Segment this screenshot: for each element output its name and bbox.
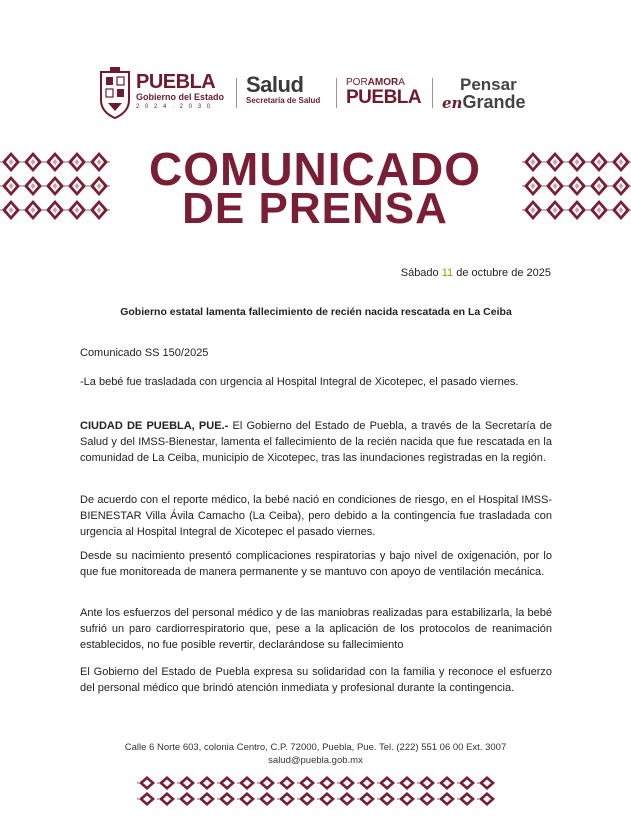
footer-email: salud@puebla.gob.mx [268,755,363,766]
salud-logo [246,74,320,106]
banner-title-line2: DE PRENSA [182,184,448,233]
amor-logo [346,78,421,107]
paragraph-4: Ante los esfuerzos del personal médico y de las maniobras realizadas para estabilizarla, la bebé sufrió un paro cardiorrespiratorio que, pese a la aplicación de los protocolos de reanimación establecidos, no fue posible revertir, declarándose su fallecimiento [80,607,552,651]
pensar-logo-top: Pensar [460,75,517,94]
footer-contact [60,741,571,767]
paragraph-2: De acuerdo con el reporte médico, la bebé nació en condiciones de riesgo, en el Hospital IMSS-BIENESTAR Villa Ávila Camacho (La Ceiba), pero debido a la contingencia fue trasladada con urgencia al Hospital Integral de Xicotepec el pasado viernes. [80,494,552,538]
date-day: 11 [441,267,454,279]
paragraph-3: Desde su nacimiento presentó complicaciones respiratorias y bajo nivel de oxigenación, por lo que fue monitoreada de manera permanente y se mantuvo con apoyo de ventilación mecánica. [80,550,552,578]
puebla-logo-subtitle: Gobierno del Estado [136,92,225,102]
lead-paragraph: -La bebé fue trasladada con urgencia al Hospital Integral de Xicotepec, el pasado viernes. [80,376,519,388]
puebla-logo [136,72,224,112]
dateline: CIUDAD DE PUEBLA, PUE.- [80,420,229,432]
document-date: Sábado 11 de octubre de 2025 [400,267,551,279]
salud-logo-title: Salud [246,72,304,97]
decorative-pattern-left [0,150,110,224]
banner-title-line1: COMUNICADO [149,143,481,195]
footer-address: Calle 6 Norte 603, colonia Centro, C.P. 72000, Puebla, Pue. Tel. (222) 551 06 00 Ext. 3007 [124,742,507,753]
puebla-logo-years: 2 0 2 4 · 2 0 3 0 [136,104,213,110]
paragraph-5: El Gobierno del Estado de Puebla expresa su solidaridad con la familia y reconoce el esfuerzo del personal médico que brindó atención inmediata y profesional durante la contingencia. [80,666,552,694]
document-headline: Gobierno estatal lamenta fallecimiento de recién nacida rescatada en La Ceiba [120,306,512,318]
paragraph-1: CIUDAD DE PUEBLA, PUE.- El Gobierno del Estado de Puebla, a través de la Secretaría de Salud y del IMSS-Bienestar, lamenta el fallecimiento de la recién nacida que fue rescatada en la comunidad de La Ceiba, municipio de Xicotepec, tras las inundaciones registradas en la región. [80,420,553,464]
pensar-logo-bottom: enGrande [442,92,526,112]
decorative-pattern-right [522,150,631,224]
salud-logo-subtitle: Secretaría de Salud [246,96,321,105]
logo-divider [336,78,337,108]
coat-of-arms-icon [98,66,132,120]
pensar-logo [442,76,525,112]
logo-divider [432,78,433,108]
logo-divider [236,78,237,108]
amor-logo-bottom: PUEBLA [346,87,422,108]
header-logos [98,66,538,122]
footer-decorative-pattern [137,775,497,807]
bulletin-number: Comunicado SS 150/2025 [80,347,209,359]
amor-logo-top: PORAMORA [346,77,405,88]
puebla-logo-title: PUEBLA [136,71,216,93]
